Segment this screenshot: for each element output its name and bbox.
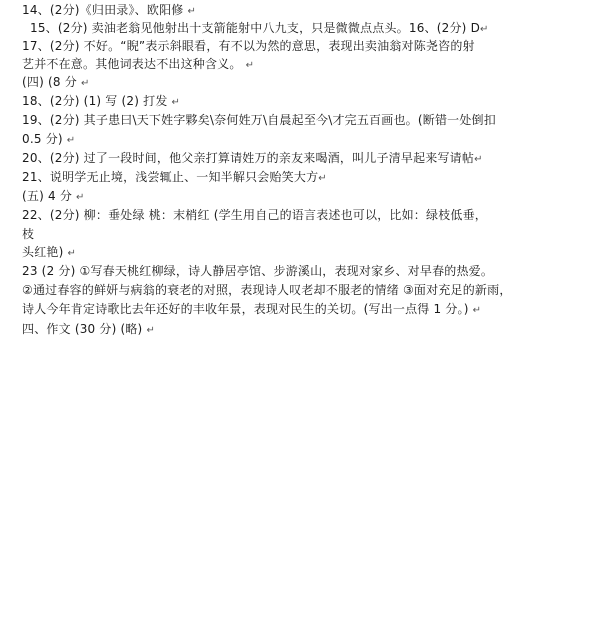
paragraph-mark: ↵ xyxy=(480,24,489,35)
paragraph-mark: ↵ xyxy=(76,192,85,203)
section-composition: 四、作文 (30 分) (略) ↵ xyxy=(22,322,156,336)
answer-line-22-end: 头红艳) ↵ xyxy=(22,245,77,259)
answer-line-21: 21、说明学无止境，浅尝辄止、一知半解只会贻笑大方↵ xyxy=(22,170,327,184)
answer-line-17-cont: 艺并不在意。其他词表达不出这种含义。 ↵ xyxy=(22,57,255,71)
paragraph-mark: ↵ xyxy=(67,248,77,259)
answer-line-19-cont: 0.5 分) ↵ xyxy=(22,132,76,146)
answer-line-23-point2: ②通过春容的鲜妍与病翁的衰老的对照，表现诗人叹老却不服老的情绪 ③面对充足的新雨， xyxy=(22,283,512,297)
paragraph-mark: ↵ xyxy=(318,173,327,184)
answer-line-19: 19、(2分) 其子患曰\天下姓字夥矣\奈何姓万\自晨起至今\才完五百画也。(断错一处倒扣 xyxy=(22,113,496,127)
answer-line-22-cont: 枝 xyxy=(22,227,35,241)
paragraph-mark: ↵ xyxy=(245,60,255,71)
answer-line-14: 14、(2分)《归田录》、欧阳修 ↵ xyxy=(22,3,197,17)
answer-line-20: 20、(2分) 过了一段时间，他父亲打算请姓万的亲友来喝酒，叫儿子清早起来写请帖↵ xyxy=(22,151,483,165)
paragraph-mark: ↵ xyxy=(146,325,156,336)
section-four-header: (四) (8 分 ↵ xyxy=(22,75,90,89)
paragraph-mark: ↵ xyxy=(474,154,483,165)
paragraph-mark: ↵ xyxy=(66,135,76,146)
section-five-header: (五) 4 分 ↵ xyxy=(22,189,85,203)
paragraph-mark: ↵ xyxy=(171,97,181,108)
answer-line-15-16: 15、(2分) 卖油老翁见他射出十支箭能射中八九支，只是微微点点头。16、(2分) D↵ xyxy=(30,21,489,35)
answer-line-23: 23 (2 分) ①写春天桃红柳绿，诗人静居亭馆、步游溪山，表现对家乡、对早春的热爱。 xyxy=(22,264,494,278)
paragraph-mark: ↵ xyxy=(80,78,90,89)
paragraph-mark: ↵ xyxy=(187,6,197,17)
answer-line-18: 18、(2分) (1) 写 (2) 打发 ↵ xyxy=(22,94,181,108)
answer-line-17: 17、(2分) 不好。“睨”表示斜眼看，有不以为然的意思，表现出卖油翁对陈尧咨的射 xyxy=(22,39,475,53)
answer-line-23-cont: 诗人今年肯定诗歌比去年还好的丰收年景，表现对民生的关切。(写出一点得 1 分。) ↵ xyxy=(22,302,482,316)
answer-line-22: 22、(2分) 柳：垂处绿 桃：末梢红 (学生用自己的语言表述也可以，比如：绿枝低垂， xyxy=(22,208,487,222)
paragraph-mark: ↵ xyxy=(472,305,482,316)
